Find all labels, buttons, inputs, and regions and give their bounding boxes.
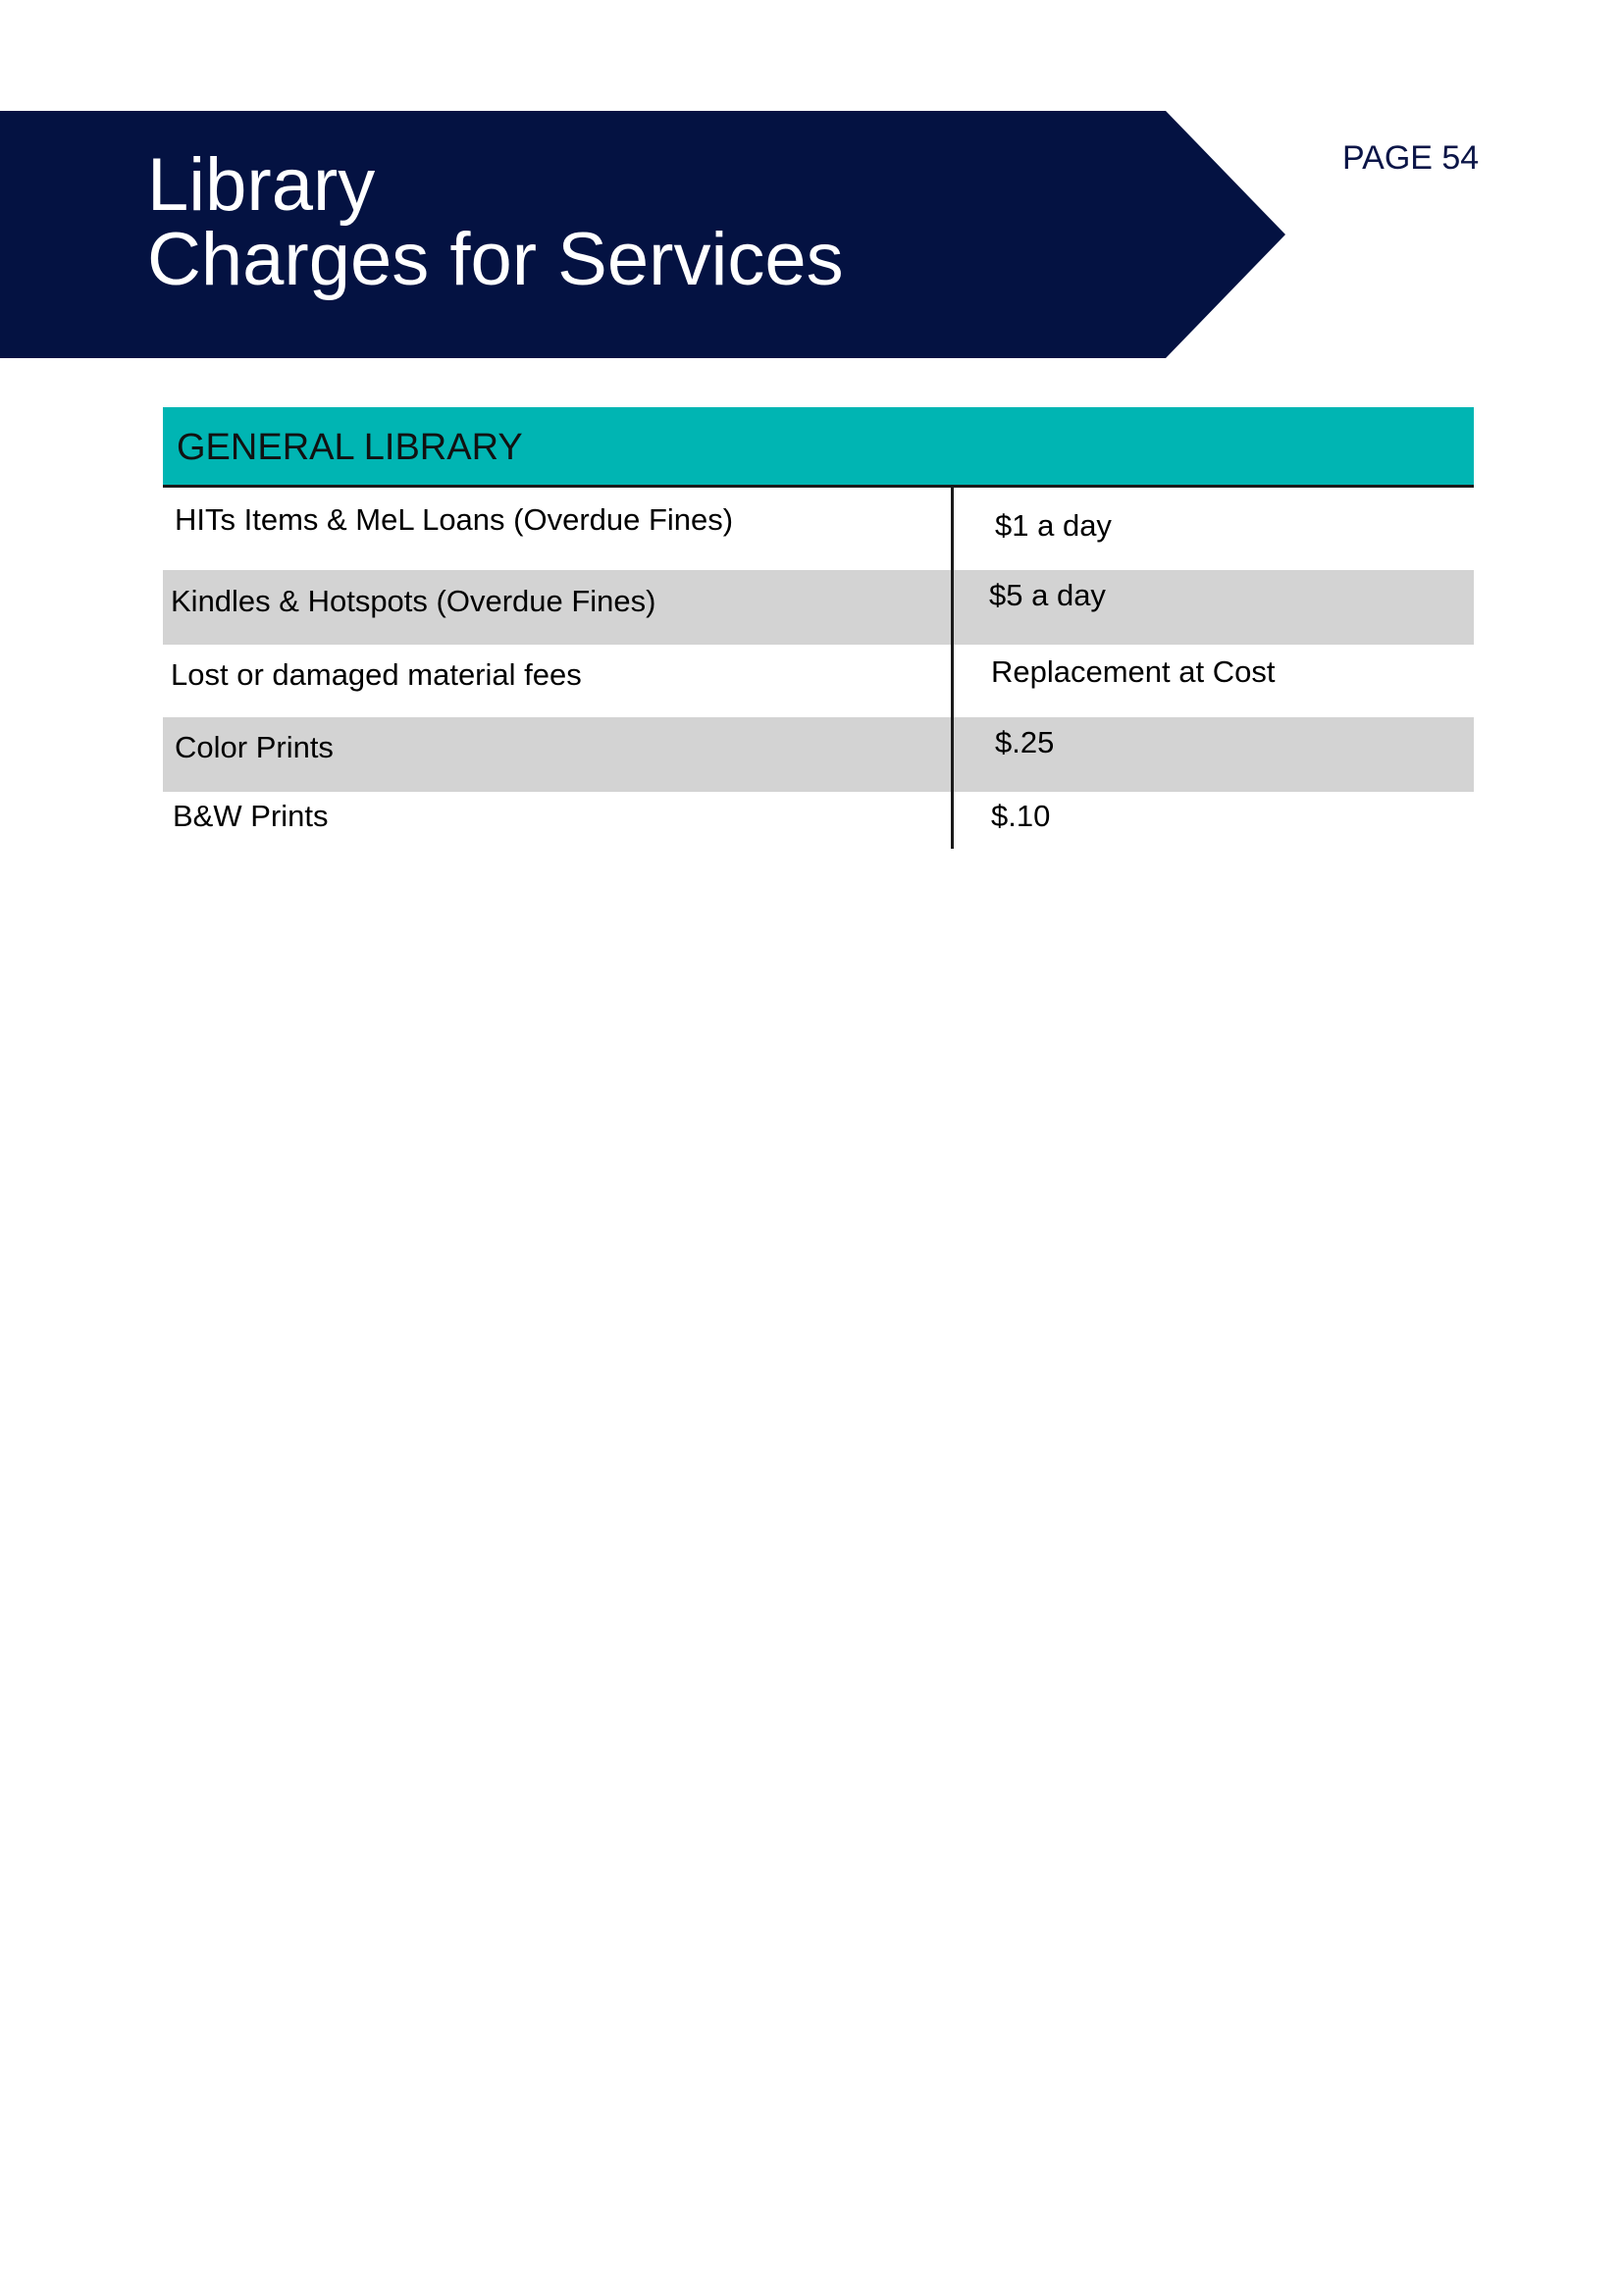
table-row <box>163 488 1474 570</box>
page-title <box>147 143 844 301</box>
fee-value: $1 a day <box>995 508 1112 543</box>
column-divider <box>951 488 954 849</box>
fee-label: HITs Items & MeL Loans (Overdue Fines) <box>175 502 734 537</box>
page-title-line-1: Library <box>147 143 376 227</box>
page-title-line-2: Charges for Services <box>147 218 844 301</box>
fee-label: Color Prints <box>175 730 334 764</box>
table-row <box>163 570 1474 645</box>
table-row <box>163 717 1474 792</box>
fee-value: $.25 <box>995 725 1055 759</box>
fee-value: Replacement at Cost <box>991 654 1276 689</box>
fee-label: Kindles & Hotspots (Overdue Fines) <box>171 584 656 618</box>
fee-label: B&W Prints <box>173 799 329 833</box>
fee-value: $5 a day <box>989 578 1106 612</box>
table-row <box>163 792 1474 849</box>
fee-label: Lost or damaged material fees <box>171 657 582 692</box>
table-row <box>163 645 1474 717</box>
section-title: GENERAL LIBRARY <box>177 427 523 468</box>
fee-value: $.10 <box>991 799 1051 833</box>
section-header <box>163 407 1474 488</box>
title-banner <box>0 111 1295 358</box>
page-number: PAGE 54 <box>1342 139 1480 177</box>
